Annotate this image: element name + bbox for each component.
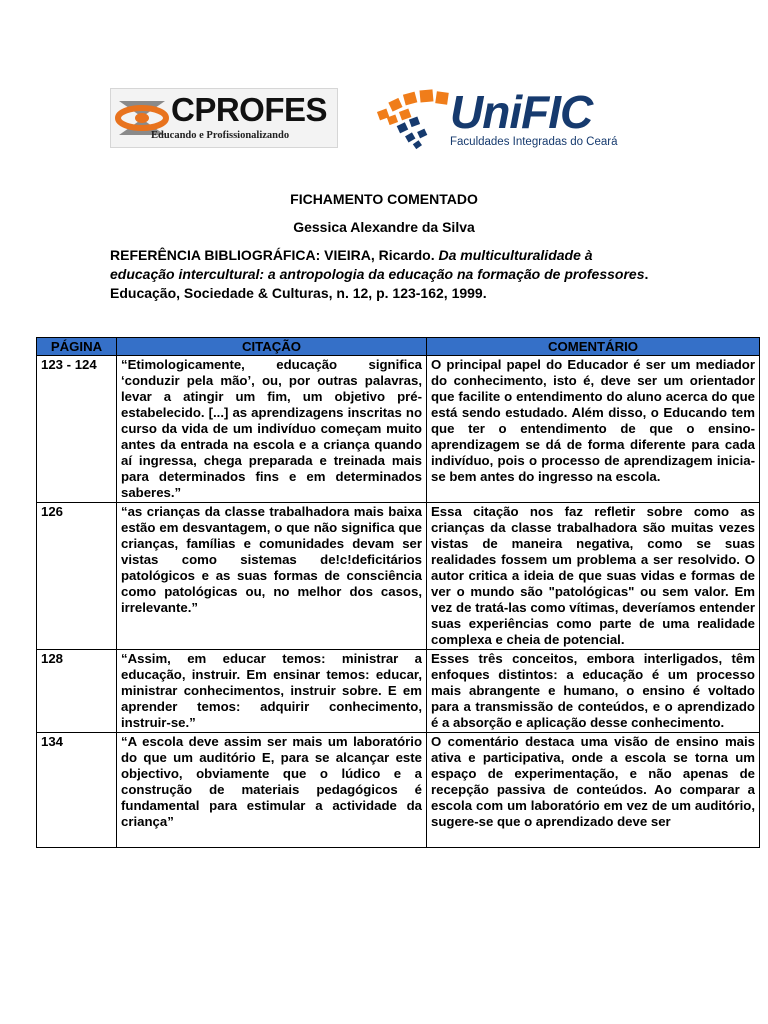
unific-emblem-icon [376,86,452,152]
reference-title: Da multiculturalidade à educação intercultural: a antropologia da educação na formação de professores [110,247,645,282]
table-row [37,733,760,848]
reference-suffix: . Educação, Sociedade & Culturas, n. 12, p. 123-162, 1999. [110,266,649,301]
page-cell: 126 [37,503,117,650]
table-header-row [37,338,760,356]
header-citation: CITAÇÃO [117,338,427,356]
reference-prefix: REFERÊNCIA BIBLIOGRÁFICA: VIEIRA, Ricardo. [110,247,439,263]
unific-subtitle: Faculdades Integradas do Ceará [450,136,618,148]
cprofes-logo [110,88,338,148]
cprofes-name: CPROFES [171,91,328,128]
citation-cell: “Assim, em educar temos: ministrar a educação, instruir. Em ensinar temos: educar, ministrar conhecimentos, instruir sobre. E em aprender temos: adquirir conhecimento, instruir-se.” [117,650,427,733]
fichamento-table [36,337,760,848]
table-row [37,650,760,733]
comment-cell: Esses três conceitos, embora interligados, têm enfoques distintos: a educação é um processo mais abrangente e humano, o ensino é voltado para a transmissão de conteúdos, e o aprendizado é a absorção e aplicação desse conhecimento. [427,650,760,733]
citation-cell: “A escola deve assim ser mais um laboratório do que um auditório E, para se alcançar este objectivo, obviamente que o lúdico e a construção de materiais pedagógicos é fundamental para estimular a actividade da criança” [117,733,427,848]
table-row [37,356,760,503]
unific-name: UniFIC [450,86,593,138]
citation-cell: “as crianças da classe trabalhadora mais baixa estão em desvantagem, o que não significa que crianças, famílias e comunidades devam ser vistas como sistemas de!c!deficitários patológicos e as suas formas de consciência como patológicas ou, no melhor dos casos, irrelevante.” [117,503,427,650]
comment-text: O comentário destaca uma visão de ensino mais ativa e participativa, onde a escola se torna um espaço de experimentação, e não apenas de recepção passiva de conteúdos. Ao comparar a escola com um laboratório em vez de um auditório, sugere-se que o aprendizado deve ser [431,734,755,829]
unific-logo [376,86,636,152]
page-cell: 128 [37,650,117,733]
cprofes-tagline: Educando e Profissionalizando [151,130,290,141]
document-author: Gessica Alexandre da Silva [293,219,475,235]
page-cell: 134 [37,733,117,848]
document-title: FICHAMENTO COMENTADO [290,191,478,207]
bibliographic-reference [110,246,650,303]
comment-cell [427,733,760,848]
header-page: PÁGINA [37,338,117,356]
citation-cell: “Etimologicamente, educação significa ‘conduzir pela mão’, ou, por outras palavras, levar a atingir um fim, um objetivo pré-estabelecido. [...] as aprendizagens inscritas no curso da vida de um indivíduo começam muito antes da entrada na escola e a criança quando aí ingressa, chega preparada e treinada mais para determinados fins e em determinados saberes.” [117,356,427,503]
page-cell: 123 - 124 [37,356,117,503]
table-row [37,503,760,650]
comment-cell: Essa citação nos faz refletir sobre como as crianças da classe trabalhadora são muitas vezes vistas de maneira negativa, como se suas realidades fossem um problema a ser resolvido. O autor critica a ideia de que suas vidas e formas de ver o mundo são "patológicas" ou sem valor. Em vez de tratá-las como vítimas, deveríamos entender suas experiências como parte de uma realidade complexa e cheia de potencial. [427,503,760,650]
comment-cell: O principal papel do Educador é ser um mediador do conhecimento, isto é, deve ser um orientador que facilite o entendimento do aluno acerca do que está sendo estudado. Além disso, o Educando tem que ter o entendimento de que o ensino-aprendizagem se dá de forma diferente para cada indivíduo, pois o processo de aprendizagem inicia-se bem antes do ingresso na escola. [427,356,760,503]
header-comment: COMENTÁRIO [427,338,760,356]
